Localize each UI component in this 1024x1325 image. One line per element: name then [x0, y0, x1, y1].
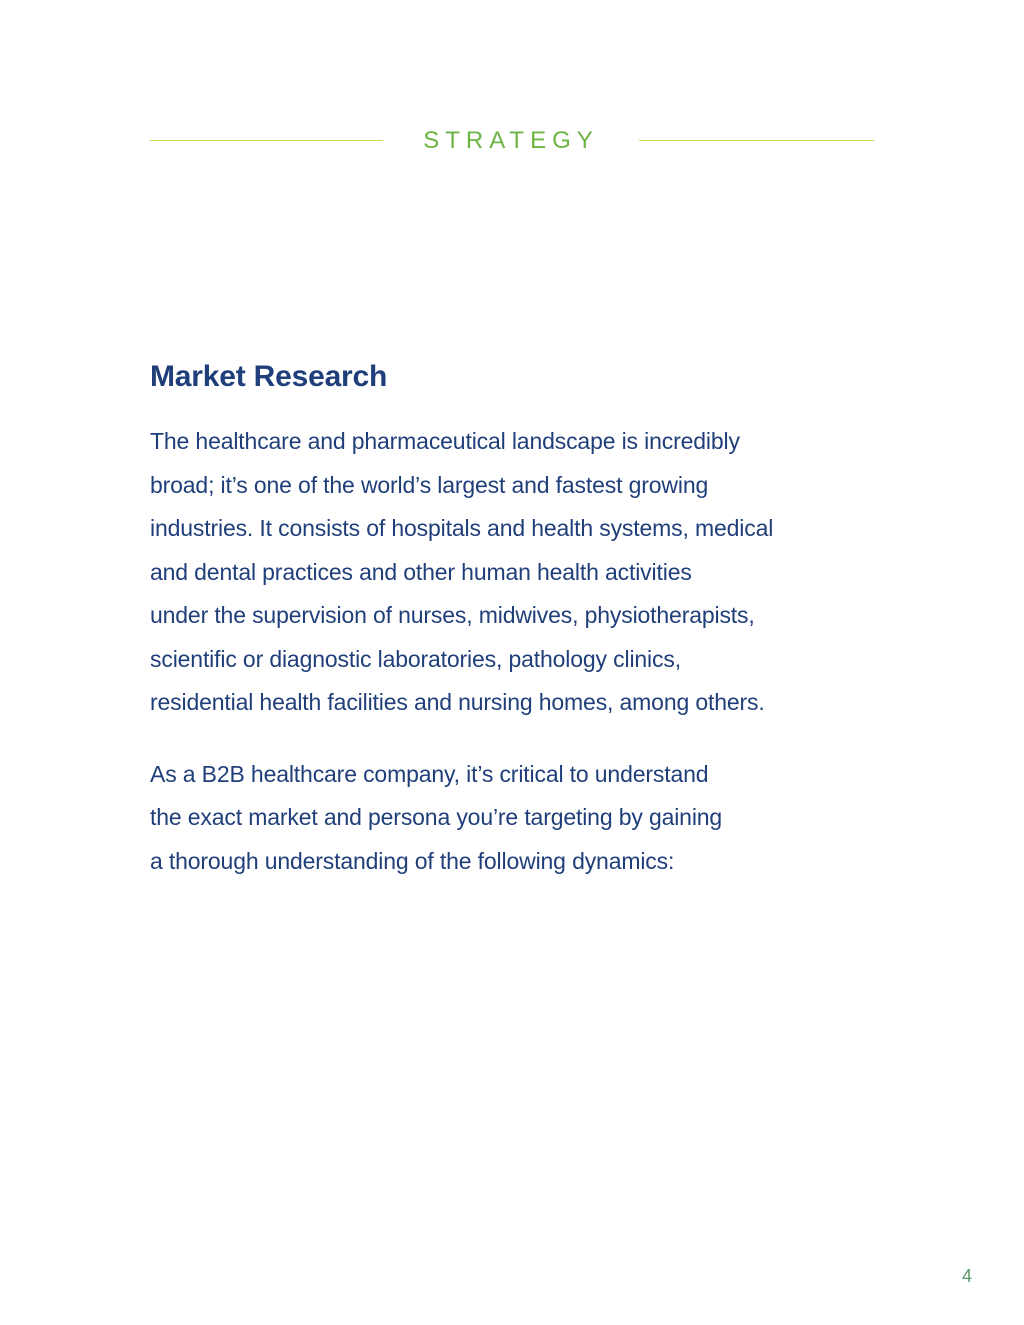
paragraph-line: The healthcare and pharmaceutical landscape is incredibly [150, 428, 740, 454]
paragraph-market-overview [150, 420, 880, 725]
paragraph-line: broad; it’s one of the world’s largest and fastest growing [150, 471, 709, 498]
paragraph-line: a thorough understanding of the following dynamics: [150, 847, 675, 874]
paragraph-b2b-intro [150, 753, 880, 884]
paragraph-line: the exact market and persona you’re targeting by gaining [150, 804, 723, 830]
header-rule-right [639, 140, 874, 141]
paragraph-line: scientific or diagnostic laboratories, pathology clinics, [150, 645, 681, 672]
header-rule-left [150, 140, 383, 141]
paragraph-line: industries. It consists of hospitals and health systems, medical [150, 515, 774, 541]
paragraph-line: under the supervision of nurses, midwives, physiotherapists, [150, 602, 755, 628]
main-content [150, 358, 880, 883]
paragraph-line: and dental practices and other human health activities [150, 558, 692, 585]
section-header [150, 126, 874, 156]
paragraph-line: residential health facilities and nursing homes, among others. [150, 689, 765, 715]
page-number: 4 [962, 1266, 973, 1286]
paragraph-line: As a B2B healthcare company, it’s critical to understand [150, 760, 709, 787]
section-label: STRATEGY [423, 127, 599, 154]
section-heading: Market Research [150, 360, 388, 393]
